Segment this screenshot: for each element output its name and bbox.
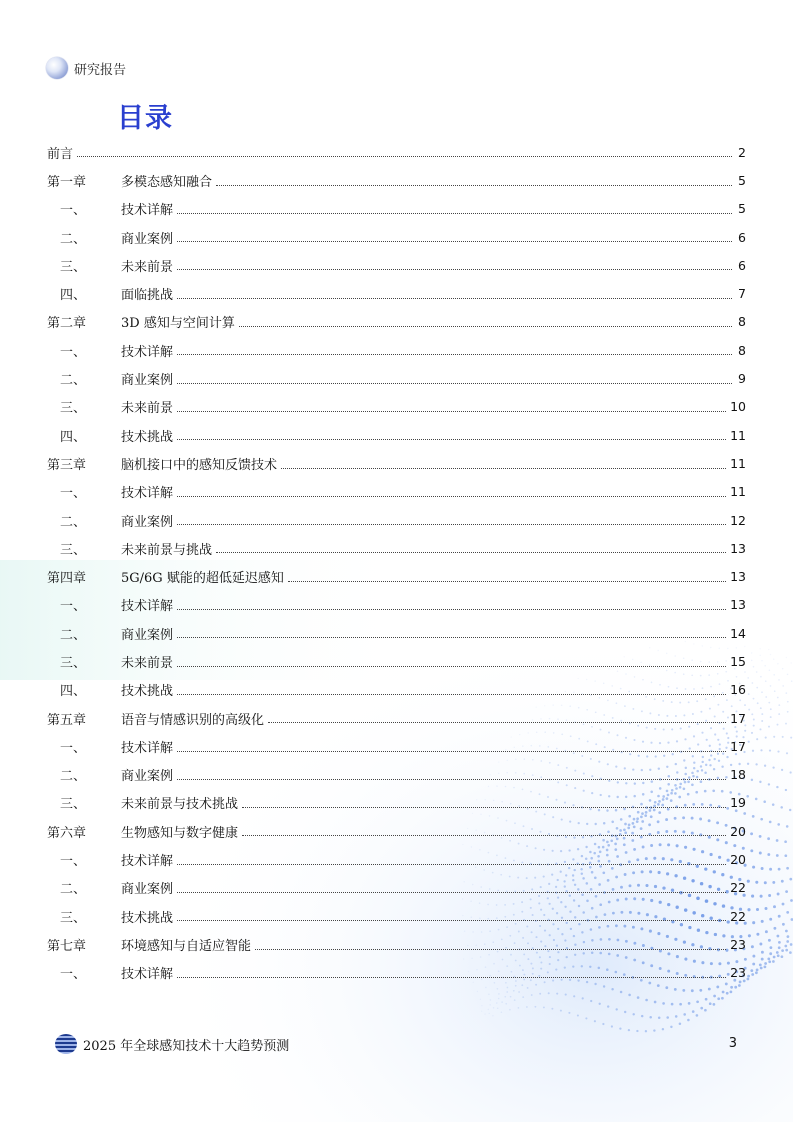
toc-section-entry[interactable] (47, 902, 746, 930)
toc-dot-leader (242, 806, 726, 808)
toc-entry-number: 二、 (60, 231, 87, 247)
toc-entry-label: 商业案例 (121, 231, 174, 247)
toc-entry-page: 17 (730, 710, 746, 726)
toc-entry-page: 7 (738, 286, 746, 302)
toc-dot-leader (242, 834, 726, 836)
toc-section-entry[interactable] (47, 364, 746, 392)
toc-entry-number: 二、 (60, 882, 87, 898)
toc-entry-page: 6 (738, 257, 746, 273)
toc-entry-label: 技术详解 (121, 486, 174, 502)
toc-entry-page: 22 (730, 880, 746, 896)
toc-entry-label: 生物感知与数字健康 (121, 825, 239, 841)
toc-section-entry[interactable] (47, 619, 746, 647)
toc-section-entry[interactable] (47, 959, 746, 987)
toc-dot-leader (177, 891, 726, 893)
toc-entry-page: 8 (738, 314, 746, 330)
toc-dot-leader (288, 580, 726, 582)
toc-entry-number: 一、 (60, 599, 87, 615)
toc-dot-leader (177, 636, 726, 638)
toc-entry-label: 技术详解 (121, 344, 174, 360)
toc-section-entry[interactable] (47, 874, 746, 902)
toc-entry-number: 一、 (60, 740, 87, 756)
toc-dot-leader (268, 721, 726, 723)
toc-section-entry[interactable] (47, 223, 746, 251)
toc-section-entry[interactable] (47, 506, 746, 534)
toc-entry-number: 一、 (60, 854, 87, 870)
toc-section-entry[interactable] (47, 393, 746, 421)
toc-entry-page: 13 (730, 597, 746, 613)
table-of-contents (47, 138, 746, 987)
toc-entry-number: 一、 (60, 967, 87, 983)
toc-entry-number: 三、 (60, 910, 87, 926)
toc-entry-label: 商业案例 (121, 514, 174, 530)
toc-dot-leader (177, 438, 726, 440)
toc-entry-page: 17 (730, 738, 746, 754)
toc-entry-label: 未来前景与挑战 (121, 542, 213, 558)
toc-dot-leader (177, 240, 732, 242)
toc-section-entry[interactable] (47, 279, 746, 307)
toc-dot-leader (177, 665, 726, 667)
page-number: 3 (728, 1036, 737, 1051)
toc-entry-number: 四、 (60, 288, 87, 304)
toc-chapter-entry[interactable] (47, 138, 746, 166)
toc-entry-number: 三、 (60, 797, 87, 813)
toc-section-entry[interactable] (47, 478, 746, 506)
toc-dot-leader (177, 523, 726, 525)
sphere-logo-icon (46, 57, 68, 79)
toc-entry-label: 面临挑战 (121, 288, 174, 304)
toc-entry-number: 二、 (60, 769, 87, 785)
toc-entry-label: 技术详解 (121, 967, 174, 983)
toc-dot-leader (177, 410, 726, 412)
toc-entry-page: 6 (738, 229, 746, 245)
toc-dot-leader (77, 155, 732, 157)
toc-section-entry[interactable] (47, 251, 746, 279)
toc-dot-leader (177, 750, 726, 752)
toc-dot-leader (177, 212, 732, 214)
toc-entry-label: 语音与情感识别的高级化 (121, 712, 265, 728)
toc-dot-leader (177, 268, 732, 270)
toc-entry-number: 一、 (60, 344, 87, 360)
toc-dot-leader (255, 948, 726, 950)
toc-entry-number: 第一章 (47, 174, 87, 190)
toc-entry-label: 商业案例 (121, 373, 174, 389)
toc-entry-page: 5 (738, 172, 746, 188)
toc-dot-leader (216, 551, 726, 553)
toc-entry-label: 未来前景 (121, 259, 174, 275)
footer (55, 1034, 289, 1054)
toc-entry-page: 11 (730, 455, 746, 471)
toc-section-entry[interactable] (47, 195, 746, 223)
toc-dot-leader (239, 325, 732, 327)
toc-entry-page: 5 (738, 201, 746, 217)
report-header (46, 56, 126, 80)
footer-title: 2025 年全球感知技术十大趋势预测 (83, 1038, 290, 1054)
toc-entry-number: 三、 (60, 401, 87, 417)
toc-dot-leader (177, 495, 726, 497)
toc-entry-number: 前言 (47, 146, 74, 162)
toc-dot-leader (177, 693, 726, 695)
toc-entry-number: 一、 (60, 203, 87, 219)
toc-dot-leader (177, 608, 726, 610)
toc-chapter-entry[interactable] (47, 449, 746, 477)
toc-entry-label: 技术挑战 (121, 429, 174, 445)
toc-entry-label: 未来前景 (121, 655, 174, 671)
toc-entry-label: 未来前景 (121, 401, 174, 417)
toc-entry-page: 19 (730, 795, 746, 811)
toc-entry-number: 第六章 (47, 825, 87, 841)
toc-dot-leader (177, 778, 726, 780)
toc-entry-page: 10 (730, 399, 746, 415)
toc-entry-number: 三、 (60, 259, 87, 275)
toc-dot-leader (177, 976, 726, 978)
toc-entry-page: 11 (730, 427, 746, 443)
toc-dot-leader (177, 382, 732, 384)
toc-entry-label: 技术挑战 (121, 684, 174, 700)
toc-section-entry[interactable] (47, 732, 746, 760)
toc-entry-number: 第五章 (47, 712, 87, 728)
toc-section-entry[interactable] (47, 591, 746, 619)
toc-dot-leader (177, 353, 732, 355)
header-label: 研究报告 (74, 62, 127, 78)
toc-entry-number: 四、 (60, 684, 87, 700)
toc-entry-page: 9 (738, 371, 746, 387)
toc-entry-label: 5G/6G 赋能的超低延迟感知 (121, 571, 284, 587)
striped-globe-logo-icon (55, 1034, 77, 1054)
toc-entry-number: 三、 (60, 655, 87, 671)
toc-entry-number: 三、 (60, 542, 87, 558)
toc-entry-label: 脑机接口中的感知反馈技术 (121, 457, 278, 473)
toc-entry-number: 第三章 (47, 457, 87, 473)
toc-section-entry[interactable] (47, 534, 746, 562)
toc-entry-label: 3D 感知与空间计算 (121, 316, 235, 332)
toc-entry-page: 15 (730, 653, 746, 669)
toc-entry-label: 商业案例 (121, 627, 174, 643)
toc-section-entry[interactable] (47, 676, 746, 704)
toc-chapter-entry[interactable] (47, 562, 746, 590)
toc-dot-leader (177, 863, 726, 865)
toc-chapter-entry[interactable] (47, 166, 746, 194)
toc-section-entry[interactable] (47, 647, 746, 675)
toc-entry-label: 技术详解 (121, 854, 174, 870)
toc-section-entry[interactable] (47, 761, 746, 789)
toc-entry-number: 一、 (60, 486, 87, 502)
toc-entry-label: 商业案例 (121, 769, 174, 785)
toc-chapter-entry[interactable] (47, 930, 746, 958)
page-title: 目录 (117, 103, 173, 134)
toc-section-entry[interactable] (47, 845, 746, 873)
toc-entry-label: 技术详解 (121, 203, 174, 219)
toc-chapter-entry[interactable] (47, 817, 746, 845)
toc-entry-page: 12 (730, 512, 746, 528)
toc-entry-page: 13 (730, 569, 746, 585)
toc-entry-page: 8 (738, 342, 746, 358)
toc-entry-number: 二、 (60, 627, 87, 643)
toc-entry-page: 22 (730, 908, 746, 924)
toc-entry-page: 23 (730, 936, 746, 952)
toc-entry-label: 商业案例 (121, 882, 174, 898)
toc-dot-leader (216, 184, 732, 186)
toc-section-entry[interactable] (47, 336, 746, 364)
toc-entry-number: 二、 (60, 514, 87, 530)
toc-dot-leader (177, 297, 732, 299)
toc-entry-page: 2 (738, 144, 746, 160)
toc-entry-label: 环境感知与自适应智能 (121, 938, 252, 954)
toc-entry-number: 第二章 (47, 316, 87, 332)
toc-section-entry[interactable] (47, 421, 746, 449)
toc-entry-page: 13 (730, 540, 746, 556)
toc-entry-label: 技术挑战 (121, 910, 174, 926)
toc-chapter-entry[interactable] (47, 704, 746, 732)
toc-entry-label: 技术详解 (121, 740, 174, 756)
toc-entry-page: 23 (730, 965, 746, 981)
toc-chapter-entry[interactable] (47, 308, 746, 336)
toc-dot-leader (177, 919, 726, 921)
toc-entry-number: 二、 (60, 373, 87, 389)
toc-entry-page: 11 (730, 484, 746, 500)
toc-entry-page: 16 (730, 682, 746, 698)
toc-dot-leader (281, 467, 726, 469)
toc-entry-number: 第七章 (47, 938, 87, 954)
toc-entry-label: 未来前景与技术挑战 (121, 797, 239, 813)
toc-section-entry[interactable] (47, 789, 746, 817)
toc-entry-number: 第四章 (47, 571, 87, 587)
toc-entry-page: 20 (730, 852, 746, 868)
toc-entry-number: 四、 (60, 429, 87, 445)
toc-entry-page: 18 (730, 767, 746, 783)
toc-entry-page: 14 (730, 625, 746, 641)
toc-entry-label: 多模态感知融合 (121, 174, 213, 190)
toc-entry-page: 20 (730, 823, 746, 839)
toc-entry-label: 技术详解 (121, 599, 174, 615)
